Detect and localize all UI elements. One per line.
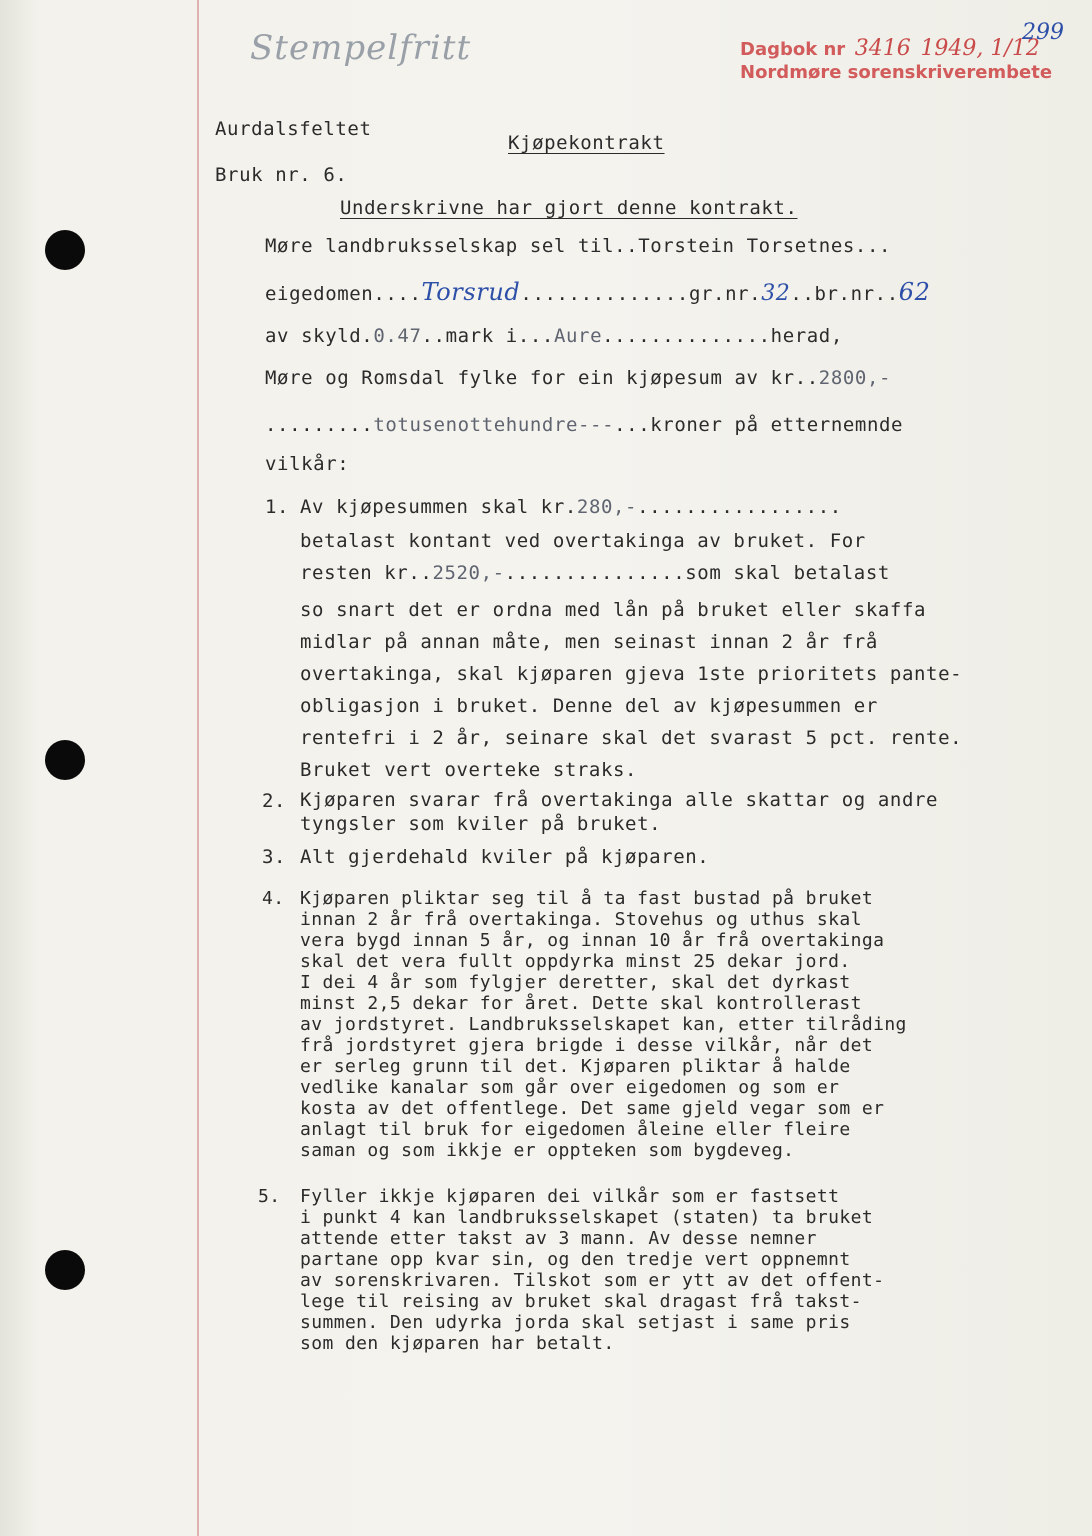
price-words-prefix: ......... <box>265 414 374 436</box>
clause-5-body <box>300 1186 884 1354</box>
clause-4-line: saman og som ikkje er oppteken som bygdeveg. <box>300 1140 795 1161</box>
rest-suffix: ...............som skal betalast <box>504 562 890 584</box>
clause-1-prefix: Av kjøpesummen skal kr. <box>300 496 577 518</box>
clause-4-line: kosta av det offentlege. Det same gjeld vegar som er <box>300 1098 885 1119</box>
clause-1-amount: 280,- <box>576 496 638 518</box>
clause-1-line: rentefri i 2 år, seinare skal det svarast 5 pct. rente. <box>300 727 963 749</box>
clause-2-number: 2. <box>262 790 287 812</box>
clause-4-line: Kjøparen pliktar seg til å ta fast bustad på bruket <box>300 888 874 909</box>
clause-5-line: partane opp kvar sin, og den tredje vert oppnemnt <box>300 1249 851 1270</box>
clause-4-line: frå jordstyret gjera brigde i desse vilkår, når det <box>300 1035 874 1056</box>
clause-4-line: anlagt til bruk for eigedomen åleine eller fleire <box>300 1119 851 1140</box>
property-name: Torsrud <box>421 278 521 306</box>
clause-4-line: av jordstyret. Landbruksselskapet kan, etter tilråding <box>300 1014 907 1035</box>
punch-hole-middle <box>45 740 85 780</box>
clause-4-line: vera bygd innan 5 år, og innan 10 år frå overtakinga <box>300 930 885 951</box>
clause-1-line: midlar på annan måte, men seinast innan 2 år frå <box>300 631 878 653</box>
terms-label: vilkår: <box>265 453 350 475</box>
mark-prefix: ..mark i... <box>421 325 554 347</box>
county-prefix: Møre og Romsdal fylke for ein kjøpesum av kr.. <box>265 367 819 389</box>
price-words-suffix: ...kroner på etternemnde <box>614 414 904 436</box>
clause-1-first-line <box>300 496 842 518</box>
property-line <box>265 278 931 306</box>
stamp-number: 3416 <box>854 36 911 61</box>
clause-4-line: vedlike kanalar som går over eigedomen og som er <box>300 1077 840 1098</box>
property-prefix: eigedomen.... <box>265 283 422 305</box>
skyld-line <box>265 325 843 347</box>
clause-5-number: 5. <box>258 1186 281 1207</box>
clause-3-number: 3. <box>262 846 287 868</box>
clause-1-line: obligasjon i bruket. Denne del av kjøpesummen er <box>300 695 878 717</box>
clause-4-number: 4. <box>262 888 285 909</box>
handwritten-note: Stempelfritt <box>250 28 472 68</box>
seller-line: Møre landbruksselskap sel til..Torstein Torsetnes... <box>265 235 892 257</box>
clause-5-line: som den kjøparen har betalt. <box>300 1333 615 1354</box>
buyer-name: Torstein Torsetnes <box>638 235 855 257</box>
clause-1-rest-line <box>300 562 890 584</box>
clause-1-line: so snart det er ordna med lån på bruket eller skaffa <box>300 599 927 621</box>
clause-5-line: av sorenskrivaren. Tilskot som er ytt av det offent- <box>300 1270 885 1291</box>
bnr-value: 62 <box>898 278 931 306</box>
county-line <box>265 367 891 389</box>
rest-amount: 2520,- <box>432 562 505 584</box>
registry-stamp <box>740 36 1040 61</box>
clause-5-line: summen. Den udyrka jorda skal setjast i same pris <box>300 1312 851 1333</box>
clause-4-body <box>300 888 907 1161</box>
clause-2-line: Kjøparen svarar frå overtakinga alle skattar og andre <box>300 789 939 811</box>
clause-2-body <box>300 788 938 836</box>
stamp-office: Nordmøre sorenskriverembete <box>740 62 1053 83</box>
clause-5-line: Fyller ikkje kjøparen dei vilkår som er fastsett <box>300 1186 840 1207</box>
margin-line <box>197 0 199 1536</box>
gnr-value: 32 <box>761 281 791 306</box>
price-value: 2800,- <box>818 367 892 389</box>
clause-4-line: skal det vera fullt oppdyrka minst 25 dekar jord. <box>300 951 851 972</box>
clause-5-line: lege til reising av bruket skal dragast frå takst- <box>300 1291 862 1312</box>
clause-3-text: Alt gjerdehald kviler på kjøparen. <box>300 846 710 868</box>
price-words: totusenottehundre--- <box>373 414 615 436</box>
clause-4-line: I dei 4 år som fylgjer deretter, skal det dyrkast <box>300 972 851 993</box>
rest-prefix: resten kr.. <box>300 562 433 584</box>
stamp-prefix: Dagbok nr <box>740 39 846 60</box>
punch-hole-top <box>45 230 85 270</box>
clause-1-suffix: ................. <box>637 496 842 518</box>
clause-1-line: overtakinga, skal kjøparen gjeva 1ste prioritets pante- <box>300 663 963 685</box>
seller-prefix: Møre landbruksselskap sel til.. <box>265 235 639 257</box>
skyld-value: 0.47 <box>373 325 422 347</box>
clause-4-line: innan 2 år frå overtakinga. Stovehus og uthus skal <box>300 909 862 930</box>
clause-2-line: tyngsler som kviler på bruket. <box>300 813 662 835</box>
gnr-prefix: ..............gr.nr. <box>520 283 762 305</box>
page-number: 299 <box>1022 20 1064 45</box>
clause-5-line: attende etter takst av 3 mann. Av desse nemner <box>300 1228 817 1249</box>
bnr-prefix: ..br.nr.. <box>790 283 899 305</box>
field-name: Aurdalsfeltet <box>215 118 372 140</box>
clause-1-line: betalast kontant ved overtakinga av bruket. For <box>300 530 866 552</box>
clause-5-line: i punkt 4 kan landbruksselskapet (staten) ta bruket <box>300 1207 874 1228</box>
punch-hole-bottom <box>45 1250 85 1290</box>
clause-1-body <box>300 594 962 786</box>
clause-1-line: Bruket vert overteke straks. <box>300 759 638 781</box>
herad-name: Aure <box>553 325 603 347</box>
clause-4-line: er serleg grunn til det. Kjøparen pliktar å halde <box>300 1056 851 1077</box>
clause-4-line: minst 2,5 dekar for året. Dette skal kontrollerast <box>300 993 862 1014</box>
document-title: Kjøpekontrakt <box>508 132 665 154</box>
herad-suffix: ..............herad, <box>602 325 843 347</box>
price-words-line <box>265 414 903 436</box>
clause-1-number: 1. <box>265 496 290 518</box>
subtitle: Underskrivne har gjort denne kontrakt. <box>340 197 798 219</box>
bruk-number: Bruk nr. 6. <box>215 164 348 186</box>
skyld-prefix: av skyld. <box>265 325 374 347</box>
stamp-date: 1949, 1/12 <box>920 36 1040 61</box>
